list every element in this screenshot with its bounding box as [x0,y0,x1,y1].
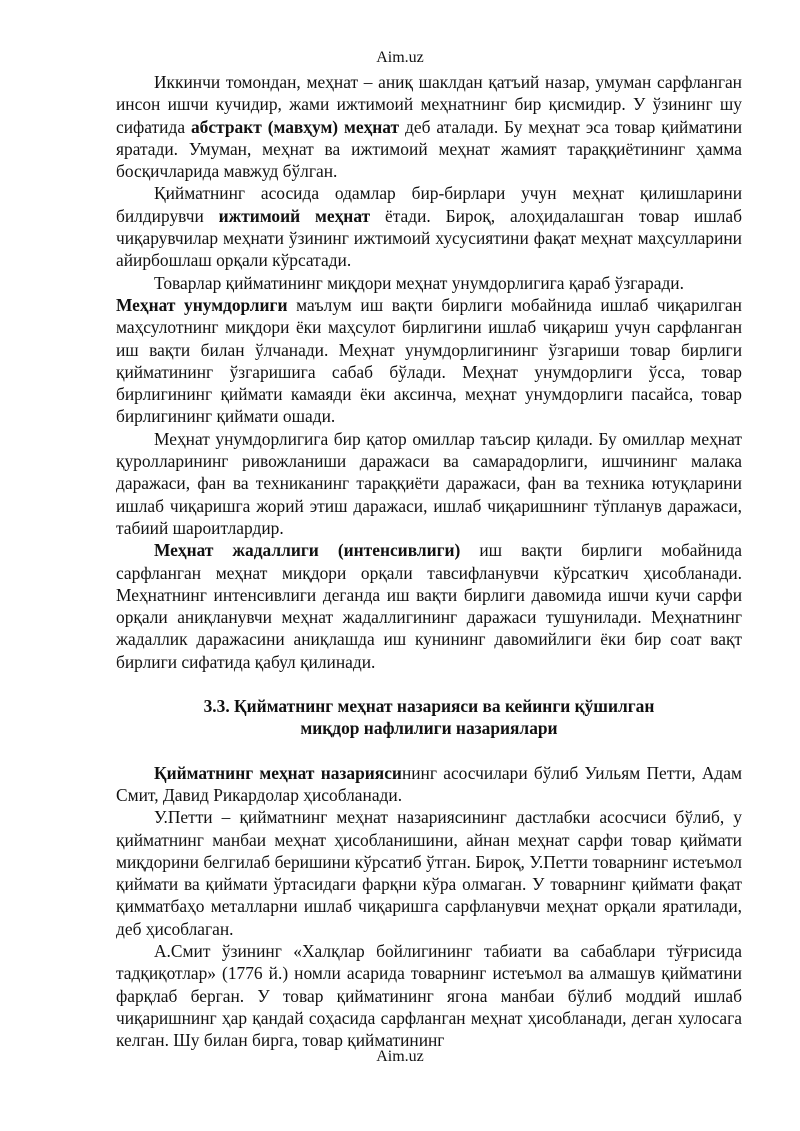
paragraph-text: ётади. Бироқ, алоҳидалашган товар ишлаб чиқарувчилар меҳнати ўзининг ижтимоий хусусиятини фақат меҳнат маҳсулларини айирбошлаш орқали кўрсатади. [116,205,742,271]
section-heading-line1: 3.3. Қийматнинг меҳнат назарияси ва кейинги қўшилган [203,696,655,717]
paragraph-text: Товарлар қийматининг миқдори меҳнат унумдорлигига қараб ўзгаради. [154,272,684,293]
paragraph-text: А.Смит ўзининг «Халқлар бойлигининг табиати ва сабаблари тўғрисида тадқиқотлар» (1776 й.) номли асарида товарнинг истеъмол ва алмашув қийматини фарқлаб берган. У товар қийматининг ягона манбаи бўлиб моддий ишлаб чиқаришнинг ҳар қандай соҳасида сарфланган меҳнат ҳисобланади, деган хулосага келган. Шу билан бирга, товар қийматининг [116,940,742,1051]
paragraph-petty [116,806,742,940]
paragraph-text: У.Петти – қийматнинг меҳнат назариясининг дастлабки асосчиси бўлиб, у қийматнинг манбаи меҳнат ҳисобланишини, айнан меҳнат сарфи товар қиймати миқдорини белгилаб беришини кўрсатиб ўтган. Бироқ, У.Петти товарнинг истеъмол қиймати ва қиймати ўртасидаги фарқни кўра олмаган. У товарнинг қиймати фақат қимматбаҳо металларни ишлаб чиқаришга сарфланувчи меҳнат орқали яратилади, деб ҳисоблаган. [116,807,742,939]
paragraph-smith [116,940,742,1051]
paragraph-labor-intensity [116,539,742,673]
paragraph-text: маълум иш вақти бирлиги мобайнида ишлаб чиқарилган маҳсулотнинг миқдори ёки маҳсулот бирлигини ишлаб чиқариш учун сарфланган иш вақти билан ўлчанади. Меҳнат унумдорлигининг ўзгариши товар бирлиги қийматининг ўзгаришига сабаб бўлади. Меҳнат унумдорлиги ўсса, товар бирлигининг қиймати камаяди ёки аксинча, меҳнат унумдорлиги пасайса, товар бирлигининг қиймати ошади. [116,294,742,427]
paragraph-text: нинг асосчилари бўлиб Уильям Петти, Адам Смит, Давид Рикардолар ҳисобланади. [116,762,742,805]
paragraph-text: деб аталади. Бу меҳнат эса товар қийматини яратади. Умуман, меҳнат ва ижтимоий меҳнат жамият тараққиётининг ҳамма босқичларида мавжуд бўлган. [116,116,742,182]
term-abstract-labor: абстракт (мавҳум) меҳнат [190,116,400,137]
paragraph-labor-productivity [116,294,742,428]
term-social-labor: ижтимоий меҳнат [218,205,371,226]
paragraph-text: иш вақти бирлиги мобайнида сарфланган меҳнат миқдори орқали тавсифланувчи кўрсаткич ҳисобланади. Меҳнатнинг интенсивлиги деганда иш вақти бирлиги давомида ишчи кучи сарфи орқали аниқланувчи меҳнат жадаллигининг даражаси тушунилади. Меҳнатнинг жадаллик даражасини аниқлашда иш кунининг давомийлиги ёки бир соат вақт бирлиги сифатида қабул қилинади. [116,540,742,672]
paragraph-text: Қийматнинг асосида одамлар бир-бирлари учун меҳнат қилишларини билдирувчи [116,183,742,226]
paragraph-abstract-labor [116,71,742,182]
paragraph-text: Меҳнат унумдорлигига бир қатор омиллар таъсир қилади. Бу омиллар меҳнат қуролларининг ривожланиши даражаси ва самарадорлиги, ишчининг малака даражаси, фан ва техниканинг тараққиёти даражаси, фан ва техника ютуқларини ишлаб чиқаришга жорий этиш даражаси, ишлаб чиқаришнинг тўпланув даражаси, табиий шароитлардир. [116,428,742,538]
paragraph-text: Иккинчи томондан, меҳнат – аниқ шаклдан қатъий назар, умуман сарфланган инсон ишчи кучидир, жами ижтимоий меҳнатнинг бир қисмидир. У ўзининг шу сифатида [116,72,742,137]
paragraph-value-quantity [116,272,742,294]
paragraph-productivity-factors [116,428,742,539]
term-labor-productivity: Меҳнат унумдорлиги [116,294,288,315]
term-labor-theory-of-value: Қийматнинг меҳнат назарияси [154,762,402,783]
term-labor-intensity: Меҳнат жадаллиги (интенсивлиги) [154,540,461,561]
document-body [116,71,742,1051]
section-heading-line2: миқдор нафлилиги назариялари [300,718,558,739]
paragraph-labor-theory-founders [116,762,742,807]
paragraph-social-labor [116,182,742,271]
page-footer: Aim.uz [376,1048,424,1065]
page-header: Aim.uz [376,49,424,66]
section-heading [116,695,742,740]
